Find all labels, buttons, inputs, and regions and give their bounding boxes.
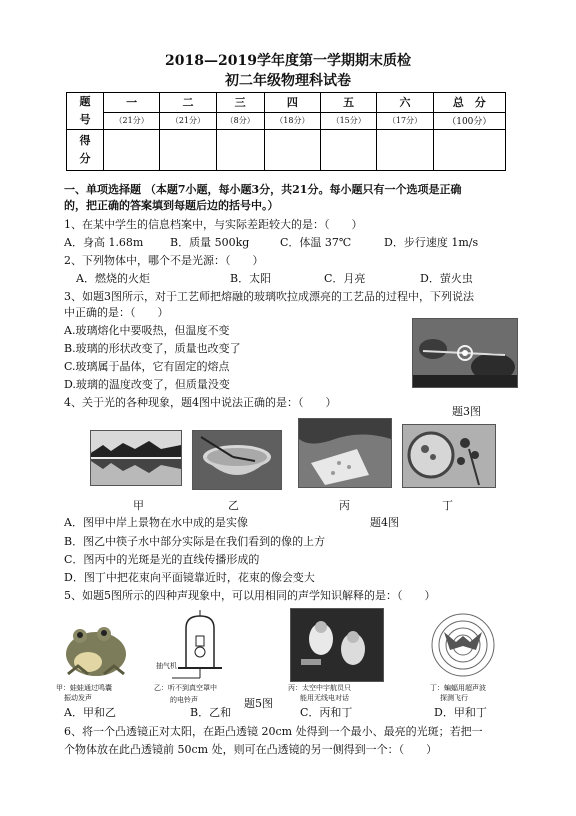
exam-subtitle: 初二年级物理科试卷 <box>225 73 351 89</box>
q1-option-a: A．身高 1.68m <box>64 236 144 249</box>
q3-figure-label: 题3图 <box>452 405 481 418</box>
col-6-points: （17分） <box>377 112 433 129</box>
q1-option-d: D．步行速度 1m/s <box>384 236 479 249</box>
q5-caption-a-1: 甲：蛙蛙通过鸣囊 <box>56 684 112 692</box>
q6-stem: 6、将一个凸透镜正对太阳，在距凸透镜 20cm 处得到一个最小、最亮的光斑；若把一 <box>64 725 483 738</box>
col-6-name: 六 <box>377 93 433 113</box>
q3-stem: 3、如题3图所示，对于工艺师把熔融的玻璃吹拉成漂亮的工艺品的过程中，下列说法 <box>64 290 474 303</box>
q5-caption-c-2: 能用无线电对话 <box>300 694 349 702</box>
col-5-name: 五 <box>321 93 377 113</box>
col-1-name: 一 <box>104 93 160 113</box>
q2-option-b: B．太阳 <box>230 272 272 285</box>
q1-option-c: C．体温 37℃ <box>280 236 352 249</box>
score-cell[interactable] <box>104 130 160 171</box>
frog-illustration <box>58 612 134 682</box>
q5-caption-c-1: 丙：太空中宇航员只 <box>288 684 351 692</box>
chopstick-bowl-photo <box>192 430 282 490</box>
q5-stem: 5、如题5图所示的四种声现象中，可以用相同的声学知识解释的是：（ ） <box>64 589 436 602</box>
bat-sonar-diagram <box>430 612 496 678</box>
score-cell[interactable] <box>216 130 264 171</box>
score-cell[interactable] <box>160 130 216 171</box>
q5-figure-label: 题5图 <box>244 697 273 710</box>
section1-heading-cont: 的，把正确的答案填到每题后边的括号中。） <box>64 199 279 212</box>
q3-option-a: A.玻璃熔化中要吸热，但温度不变 <box>64 324 230 337</box>
col-4-points: （18分） <box>264 112 320 129</box>
col-2-points: （21分） <box>160 112 216 129</box>
glassblowing-photo <box>412 318 518 388</box>
q3-option-b: B.玻璃的形状改变了，质量也改变了 <box>64 342 241 355</box>
score-cell[interactable] <box>264 130 320 171</box>
q2-stem: 2、下列物体中，哪个不是光源：（ ） <box>64 254 264 267</box>
q1-stem: 1、在某中学生的信息档案中，与实际差距较大的是：（ ） <box>64 218 363 231</box>
col-4-name: 四 <box>264 93 320 113</box>
light-spots-photo <box>298 418 392 488</box>
q4-label-bing: 丙 <box>339 499 350 512</box>
q1-option-b: B．质量 500kg <box>170 236 250 249</box>
q4-option-a: A．图甲中岸上景物在水中成的是实像 <box>64 516 248 529</box>
q4-label-ding: 丁 <box>442 499 453 512</box>
exam-title: 2018—2019学年度第一学期期末质检 <box>165 53 411 69</box>
score-cell[interactable] <box>377 130 433 171</box>
pump-label: 抽气机 <box>156 662 177 670</box>
q5-option-a: A．甲和乙 <box>64 706 116 719</box>
q3-option-c: C.玻璃属于晶体，它有固定的熔点 <box>64 360 230 373</box>
q2-option-d: D．萤火虫 <box>420 272 473 285</box>
q4-option-c: C．图丙中的光斑是光的直线传播形成的 <box>64 553 260 566</box>
q4-option-b: B．图乙中筷子水中部分实际是在我们看到的像的上方 <box>64 535 326 548</box>
q4-stem: 4、关于光的各种现象，题4图中说法正确的是：（ ） <box>64 396 337 409</box>
row-label-score: 得 分 <box>67 130 104 171</box>
col-3-points: （8分） <box>216 112 264 129</box>
q5-caption-b-1: 乙：听不到真空罩中 <box>154 684 217 692</box>
q5-caption-d-1: 丁：蝙蝠用超声波 <box>430 684 486 692</box>
score-cell[interactable] <box>433 130 505 171</box>
q6-stem-cont: 个物体放在此凸透镜前 50cm 处，则可在凸透镜的另一侧得到一个：（ ） <box>64 743 438 756</box>
col-1-points: （21分） <box>104 112 160 129</box>
q3-stem-cont: 中正确的是：（ ） <box>64 306 169 319</box>
score-cell[interactable] <box>321 130 377 171</box>
col-2-name: 二 <box>160 93 216 113</box>
astronauts-photo <box>290 608 384 682</box>
mirror-flowers-photo <box>402 424 496 488</box>
col-total-name: 总 分 <box>433 93 505 113</box>
q2-option-a: A．燃烧的火炬 <box>76 272 150 285</box>
score-table <box>66 92 506 171</box>
row-label-number: 题 号 <box>67 93 104 130</box>
q3-option-d: D.玻璃的温度改变了，但质量没变 <box>64 378 230 391</box>
section1-heading: 一、单项选择题 （本题7小题，每小题3分，共21分。每小题只有一个选项是正确 <box>64 183 462 196</box>
q4-label-jia: 甲 <box>133 499 144 512</box>
col-5-points: （15分） <box>321 112 377 129</box>
q5-option-c: C．丙和丁 <box>300 706 353 719</box>
q4-label-yi: 乙 <box>228 499 239 512</box>
q5-caption-a-2: 振动发声 <box>64 694 92 702</box>
reflection-photo <box>90 430 182 486</box>
q5-option-d: D．甲和丁 <box>434 706 487 719</box>
q5-option-b: B．乙和 <box>190 706 232 719</box>
col-3-name: 三 <box>216 93 264 113</box>
q4-figure-label: 题4图 <box>370 516 399 529</box>
q4-option-d: D．图丁中把花束向平面镜靠近时，花束的像会变大 <box>64 571 315 584</box>
q5-caption-b-2: 的电铃声 <box>170 696 198 704</box>
q2-option-c: C．月亮 <box>324 272 366 285</box>
q5-caption-d-2: 探测飞行 <box>440 694 468 702</box>
col-total-points: （100分） <box>433 112 505 129</box>
